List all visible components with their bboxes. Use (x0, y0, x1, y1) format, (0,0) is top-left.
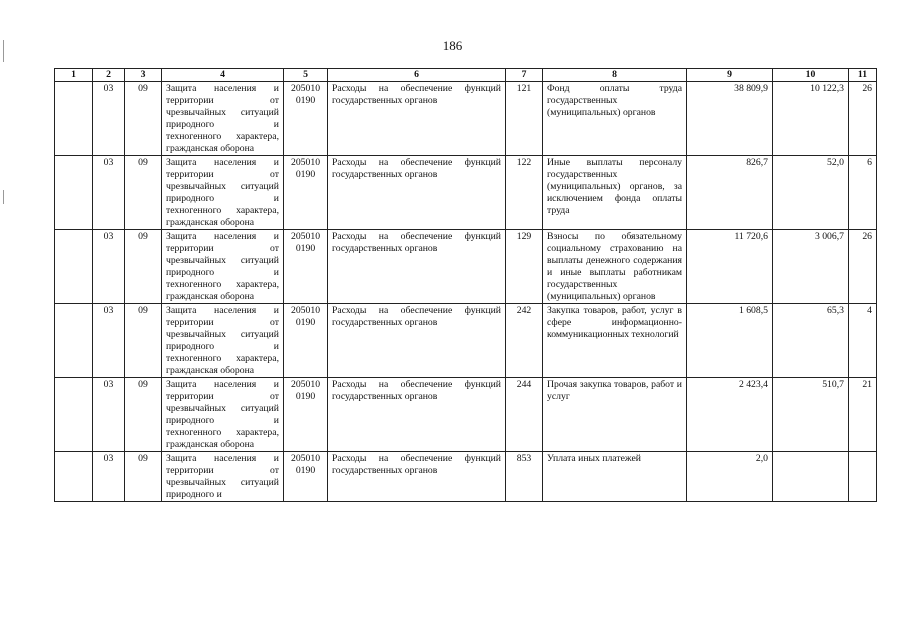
scan-margin-mark (3, 40, 4, 62)
cell-expense-type-name: Фонд оплаты труда государственных (муниципальных) органов (543, 82, 687, 156)
cell-amount-actual: 10 122,3 (773, 82, 849, 156)
cell-target-article: 205010 0190 (284, 378, 328, 452)
table-row (55, 230, 877, 304)
cell-subsection: 09 (125, 230, 162, 304)
cell-target-article: 205010 0190 (284, 304, 328, 378)
cell-target-article-name: Расходы на обеспечение функций государственных органов (328, 230, 506, 304)
cell-percent (849, 452, 877, 502)
cell-target-article-name: Расходы на обеспечение функций государственных органов (328, 156, 506, 230)
cell-amount-actual: 52,0 (773, 156, 849, 230)
scan-margin-mark (3, 190, 4, 204)
cell-subsection: 09 (125, 304, 162, 378)
budget-table (54, 68, 877, 502)
column-header: 10 (773, 69, 849, 82)
column-header: 4 (162, 69, 284, 82)
column-header: 2 (93, 69, 125, 82)
cell-subsection: 09 (125, 156, 162, 230)
column-header: 5 (284, 69, 328, 82)
table-row (55, 378, 877, 452)
cell-percent: 6 (849, 156, 877, 230)
cell-amount-plan: 11 720,6 (687, 230, 773, 304)
table-row (55, 82, 877, 156)
cell-1 (55, 230, 93, 304)
cell-target-article-name: Расходы на обеспечение функций государственных органов (328, 378, 506, 452)
cell-target-article: 205010 0190 (284, 452, 328, 502)
cell-1 (55, 452, 93, 502)
cell-section: 03 (93, 82, 125, 156)
column-header: 11 (849, 69, 877, 82)
cell-subsection-name: Защита населения и территории от чрезвычайных ситуаций природного и (162, 452, 284, 502)
column-header: 8 (543, 69, 687, 82)
cell-1 (55, 156, 93, 230)
cell-amount-plan: 1 608,5 (687, 304, 773, 378)
cell-expense-type-name: Закупка товаров, работ, услуг в сфере информационно-коммуникационных технологий (543, 304, 687, 378)
cell-target-article-name: Расходы на обеспечение функций государственных органов (328, 452, 506, 502)
cell-subsection: 09 (125, 378, 162, 452)
cell-expense-type: 244 (506, 378, 543, 452)
cell-expense-type: 122 (506, 156, 543, 230)
table-row (55, 304, 877, 378)
cell-subsection-name: Защита населения и территории от чрезвычайных ситуаций природного и техногенного характера, гражданская оборона (162, 378, 284, 452)
column-header: 6 (328, 69, 506, 82)
cell-target-article-name: Расходы на обеспечение функций государственных органов (328, 82, 506, 156)
cell-expense-type: 853 (506, 452, 543, 502)
cell-amount-actual: 3 006,7 (773, 230, 849, 304)
cell-amount-plan: 826,7 (687, 156, 773, 230)
cell-amount-plan: 2,0 (687, 452, 773, 502)
column-header: 3 (125, 69, 162, 82)
cell-subsection-name: Защита населения и территории от чрезвычайных ситуаций природного и техногенного характера, гражданская оборона (162, 82, 284, 156)
cell-percent: 26 (849, 82, 877, 156)
cell-subsection: 09 (125, 452, 162, 502)
table-row (55, 452, 877, 502)
cell-subsection-name: Защита населения и территории от чрезвычайных ситуаций природного и техногенного характера, гражданская оборона (162, 230, 284, 304)
cell-subsection-name: Защита населения и территории от чрезвычайных ситуаций природного и техногенного характера, гражданская оборона (162, 304, 284, 378)
cell-subsection-name: Защита населения и территории от чрезвычайных ситуаций природного и техногенного характера, гражданская оборона (162, 156, 284, 230)
cell-section: 03 (93, 378, 125, 452)
cell-expense-type: 242 (506, 304, 543, 378)
cell-amount-plan: 38 809,9 (687, 82, 773, 156)
cell-expense-type-name: Уплата иных платежей (543, 452, 687, 502)
column-header: 1 (55, 69, 93, 82)
column-header: 7 (506, 69, 543, 82)
cell-section: 03 (93, 156, 125, 230)
header-row (55, 69, 877, 82)
table-row (55, 156, 877, 230)
cell-expense-type: 121 (506, 82, 543, 156)
column-header: 9 (687, 69, 773, 82)
cell-target-article-name: Расходы на обеспечение функций государственных органов (328, 304, 506, 378)
cell-subsection: 09 (125, 82, 162, 156)
cell-amount-plan: 2 423,4 (687, 378, 773, 452)
cell-1 (55, 378, 93, 452)
cell-percent: 21 (849, 378, 877, 452)
cell-expense-type-name: Взносы по обязательному социальному страхованию на выплаты денежного содержания и иные выплаты работникам государственных (муниципальных) органов (543, 230, 687, 304)
cell-expense-type-name: Иные выплаты персоналу государственных (муниципальных) органов, за исключением фонда оплаты труда (543, 156, 687, 230)
cell-percent: 4 (849, 304, 877, 378)
cell-target-article: 205010 0190 (284, 230, 328, 304)
cell-1 (55, 304, 93, 378)
cell-target-article: 205010 0190 (284, 82, 328, 156)
cell-section: 03 (93, 304, 125, 378)
cell-amount-actual: 65,3 (773, 304, 849, 378)
cell-section: 03 (93, 230, 125, 304)
cell-expense-type: 129 (506, 230, 543, 304)
page-number: 186 (442, 38, 463, 53)
cell-target-article: 205010 0190 (284, 156, 328, 230)
cell-expense-type-name: Прочая закупка товаров, работ и услуг (543, 378, 687, 452)
cell-1 (55, 82, 93, 156)
cell-section: 03 (93, 452, 125, 502)
cell-amount-actual: 510,7 (773, 378, 849, 452)
cell-amount-actual (773, 452, 849, 502)
cell-percent: 26 (849, 230, 877, 304)
